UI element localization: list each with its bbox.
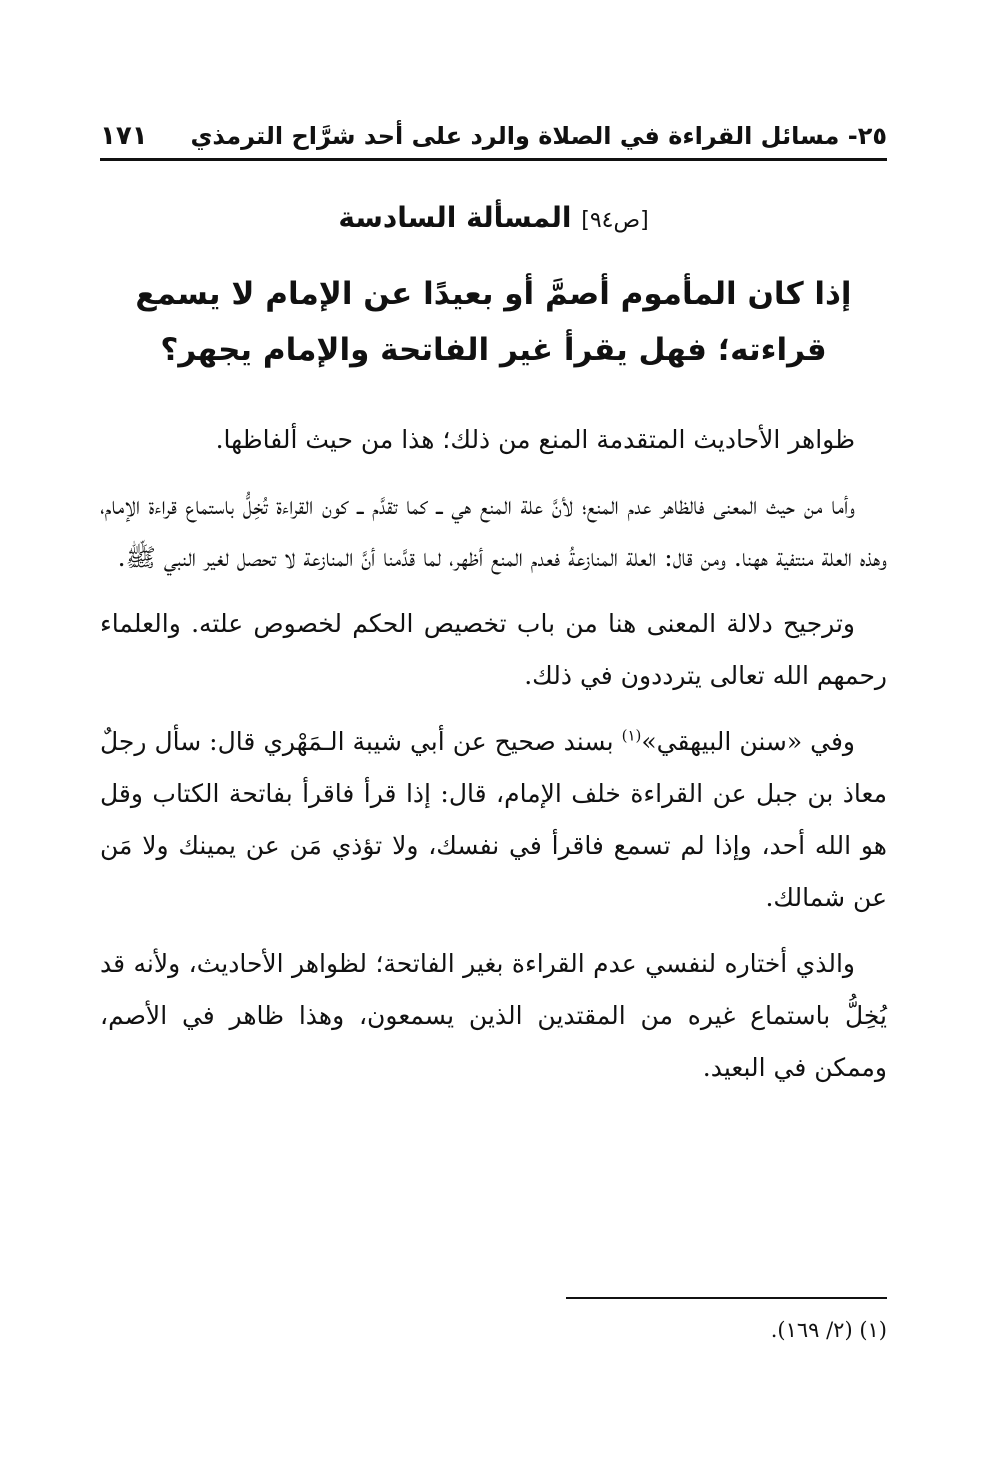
- paragraph-4: [100, 716, 887, 924]
- page-header: [100, 118, 887, 160]
- section-heading: [100, 196, 887, 243]
- footnote-rule: [566, 1297, 887, 1299]
- section-page-reference: [ص٩٤]: [581, 208, 649, 233]
- page-number: ١٧١: [100, 121, 148, 151]
- paragraph-4-rest: بسند صحيح عن أبي شيبة الـمَهْري قال: سأل رجلٌ معاذ بن جبل عن القراءة خلف الإمام، قال: إذا قرأ فاقرأ بفاتحة الكتاب وقل هو الله أحد، وإذا لم تسمع فاقرأ في نفسك، ولا تؤذي مَن عن يمينك ولا مَن عن شمالك.: [100, 727, 887, 912]
- paragraph-5: والذي أختاره لنفسي عدم القراءة بغير الفاتحة؛ لظواهر الأحاديث، ولأنه قد يُخِلُّ باستماع غيره من المقتدين الذين يسمعون، وهذا ظاهر في الأصم، وممكن في البعيد.: [100, 949, 887, 1082]
- footnote-marker: (١): [621, 726, 642, 745]
- running-title: ٢٥- مسائل القراءة في الصلاة والرد على أحد شرَّاح الترمذي: [190, 122, 887, 150]
- body-text: [100, 414, 887, 1108]
- footnote: (١) (٢/ ١٦٩).: [770, 1318, 887, 1342]
- paragraph-4-start: وفي «سنن البيهقي»: [641, 727, 855, 756]
- paragraph-2: وأما من حيث المعنى فالظاهر عدم المنع؛ لأنَّ علة المنع هي ــ كما تقدَّم ــ كون القراءة تُخِلُّ باستماع قراءة الإمام، وهذه العلة منتفية ههنا. ومن قال: العلة المنازعةُ فعدم المنع أظهر، لما قدَّمنا أنَّ المنازعة لا تحصل لغير النبي ﷺ.: [100, 491, 887, 572]
- section-title: المسألة السادسة: [338, 201, 572, 234]
- header-rule: [100, 158, 887, 161]
- paragraph-1: ظواهر الأحاديث المتقدمة المنع من ذلك؛ هذا من حيث ألفاظها.: [215, 425, 855, 454]
- paragraph-3: وترجيح دلالة المعنى هنا من باب تخصيص الحكم لخصوص علته. والعلماء رحمهم الله تعالى يترددون في ذلك.: [100, 609, 887, 690]
- question-heading: إذا كان المأموم أصمَّ أو بعيدًا عن الإمام لا يسمع قراءته؛ فهل يقرأ غير الفاتحة والإمام يجهر؟: [135, 276, 852, 368]
